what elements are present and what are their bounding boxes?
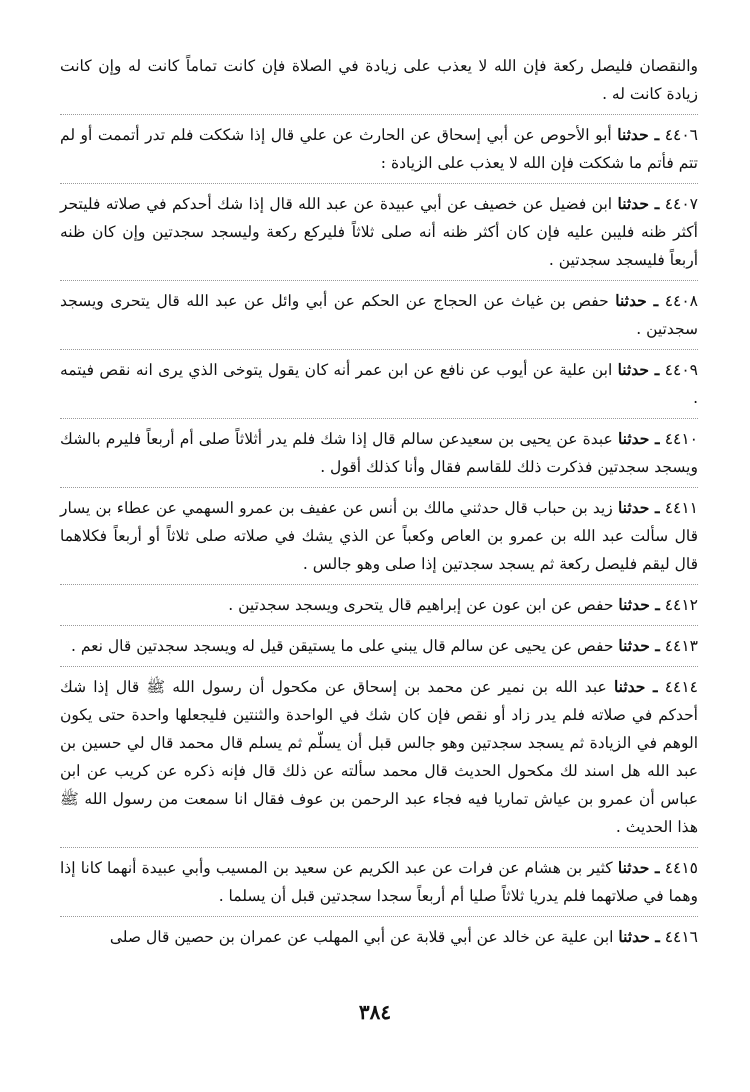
hadith-4416 xyxy=(60,923,698,957)
hadith-text: زيد بن حباب قال حدثني مالك بن أنس عن عفيف بن عمرو السهمي عن عطاء بن يسار قال سألت عبد الله بن عمرو بن العاص وكعباً عن الذي يشك في صلاته صلى ثلاثاً أو أربعاً فكلاهما قال ليقم فليصل ركعة ثم يسجد سجدتين إذا صلى وهو جالس . xyxy=(60,499,698,573)
hadith-4409 xyxy=(60,356,698,419)
hadith-lead: ـ حدثنا xyxy=(617,194,660,213)
paragraph-text: والنقصان فليصل ركعة فإن الله لا يعذب على زيادة في الصلاة فإن كانت تماماً كانت له وإن كانت زيادة كانت له . xyxy=(60,57,698,103)
hadith-lead: ـ حدثنا xyxy=(613,677,658,696)
hadith-text: ابن فضيل عن خصيف عن أبي عبيدة عن عبد الله قال إذا شك أحدكم في صلاته فليتحر أكثر ظنه فليبن عليه فإن كان أكثر ظنه أنه صلى ثلاثاً فليركع ركعة وليسجد سجدتين وإن كان ظنه أربعاً فليسجد سجدتين . xyxy=(60,195,698,269)
hadith-number: ٤٤٠٦ xyxy=(664,126,698,144)
hadith-lead: ـ حدثنا xyxy=(617,429,660,448)
hadith-text: حفص بن غياث عن الحجاج عن الحكم عن أبي وائل عن عبد الله قال يتحرى ويسجد سجدتين . xyxy=(60,292,698,338)
hadith-4413 xyxy=(60,632,698,667)
hadith-text: ابن علية عن أيوب عن نافع عن ابن عمر أنه كان يقول يتوخى الذي يرى انه نقص فيتمه . xyxy=(60,361,698,407)
hadith-text: ابن علية عن خالد عن أبي قلابة عن أبي المهلب عن عمران بن حصين قال صلى xyxy=(109,928,614,946)
hadith-number: ٤٤١٦ xyxy=(664,928,698,946)
hadith-lead: ـ حدثنا xyxy=(618,595,660,614)
hadith-number: ٤٤١١ xyxy=(664,499,699,517)
hadith-number: ٤٤١٣ xyxy=(664,637,698,655)
hadith-text: حفص عن يحيى عن سالم قال يبني على ما يستيقن قيل له ويسجد سجدتين قال نعم . xyxy=(71,637,614,655)
hadith-text: عبد الله بن نمير عن محمد بن إسحاق عن مكحول أن رسول الله ﷺ قال إذا شك أحدكم في صلاته فلم يدر زاد أو نقص فإن كان شك في الواحدة والثنتين فليجعلها واحدة حتى يكون الوهم في الزيادة ثم يسجد سجدتين وهو جالس قبل أن يسلّم ثم يسلم قال محمد قال لي حسين بن عبد الله هل اسند لك مكحول الحديث قال محمد سألته عن ذلك قال فإنه ذكره عن كريب عن ابن عباس أن عمرو بن عياش تماريا فيه فجاء عبد الرحمن بن عوف فقال انا سمعت من رسول الله ﷺ هذا الحديث . xyxy=(60,678,698,836)
hadith-number: ٤٤١٥ xyxy=(664,859,699,877)
hadith-number: ٤٤٠٩ xyxy=(664,361,698,379)
paragraph-continuation xyxy=(60,52,698,115)
hadith-number: ٤٤١٤ xyxy=(664,678,699,696)
hadith-4411 xyxy=(60,494,698,585)
hadith-4408 xyxy=(60,287,698,350)
hadith-number: ٤٤١٠ xyxy=(664,430,698,448)
hadith-text: حفص عن ابن عون عن إبراهيم قال يتحرى ويسجد سجدتين . xyxy=(228,596,614,614)
hadith-lead: ـ حدثنا xyxy=(617,360,660,379)
hadith-4410 xyxy=(60,425,698,488)
hadith-4412 xyxy=(60,591,698,626)
hadith-text: أبو الأحوص عن أبي إسحاق عن الحارث عن علي قال إذا شككت فلم تدر أتممت أو لم تتم فأتم ما شككت فإن الله لا يعذب على الزيادة : xyxy=(60,126,698,172)
document-body xyxy=(60,52,698,963)
hadith-text: عبدة عن يحيى بن سعيدعن سالم قال إذا شك فلم يدر أثلاثاً صلى أم أربعاً فليرم بالشك ويسجد سجدتين فذكرت ذلك للقاسم فقال وأنا كذلك أقول . xyxy=(60,430,698,476)
hadith-number: ٤٤١٢ xyxy=(664,596,698,614)
hadith-4407 xyxy=(60,190,698,281)
hadith-lead: ـ حدثنا xyxy=(617,498,660,517)
hadith-text: كثير بن هشام عن فرات عن عبد الكريم عن سعيد بن المسيب وأبي عبيدة أنهما كانا إذا وهما في صلاتهما فلم يدريا ثلاثاً صليا أم أربعاً سجدا سجدتين قبل أن يسلما . xyxy=(60,859,698,905)
hadith-lead: ـ حدثنا xyxy=(618,636,660,655)
hadith-lead: ـ حدثنا xyxy=(617,858,660,877)
hadith-4406 xyxy=(60,121,698,184)
hadith-4414 xyxy=(60,673,698,848)
hadith-number: ٤٤٠٧ xyxy=(664,195,698,213)
hadith-4415 xyxy=(60,854,698,917)
hadith-lead: ـ حدثنا xyxy=(617,125,660,144)
hadith-lead: ـ حدثنا xyxy=(618,927,660,946)
page-number: ٣٨٤ xyxy=(358,1000,392,1024)
hadith-number: ٤٤٠٨ xyxy=(664,292,698,310)
hadith-lead: ـ حدثنا xyxy=(615,291,659,310)
